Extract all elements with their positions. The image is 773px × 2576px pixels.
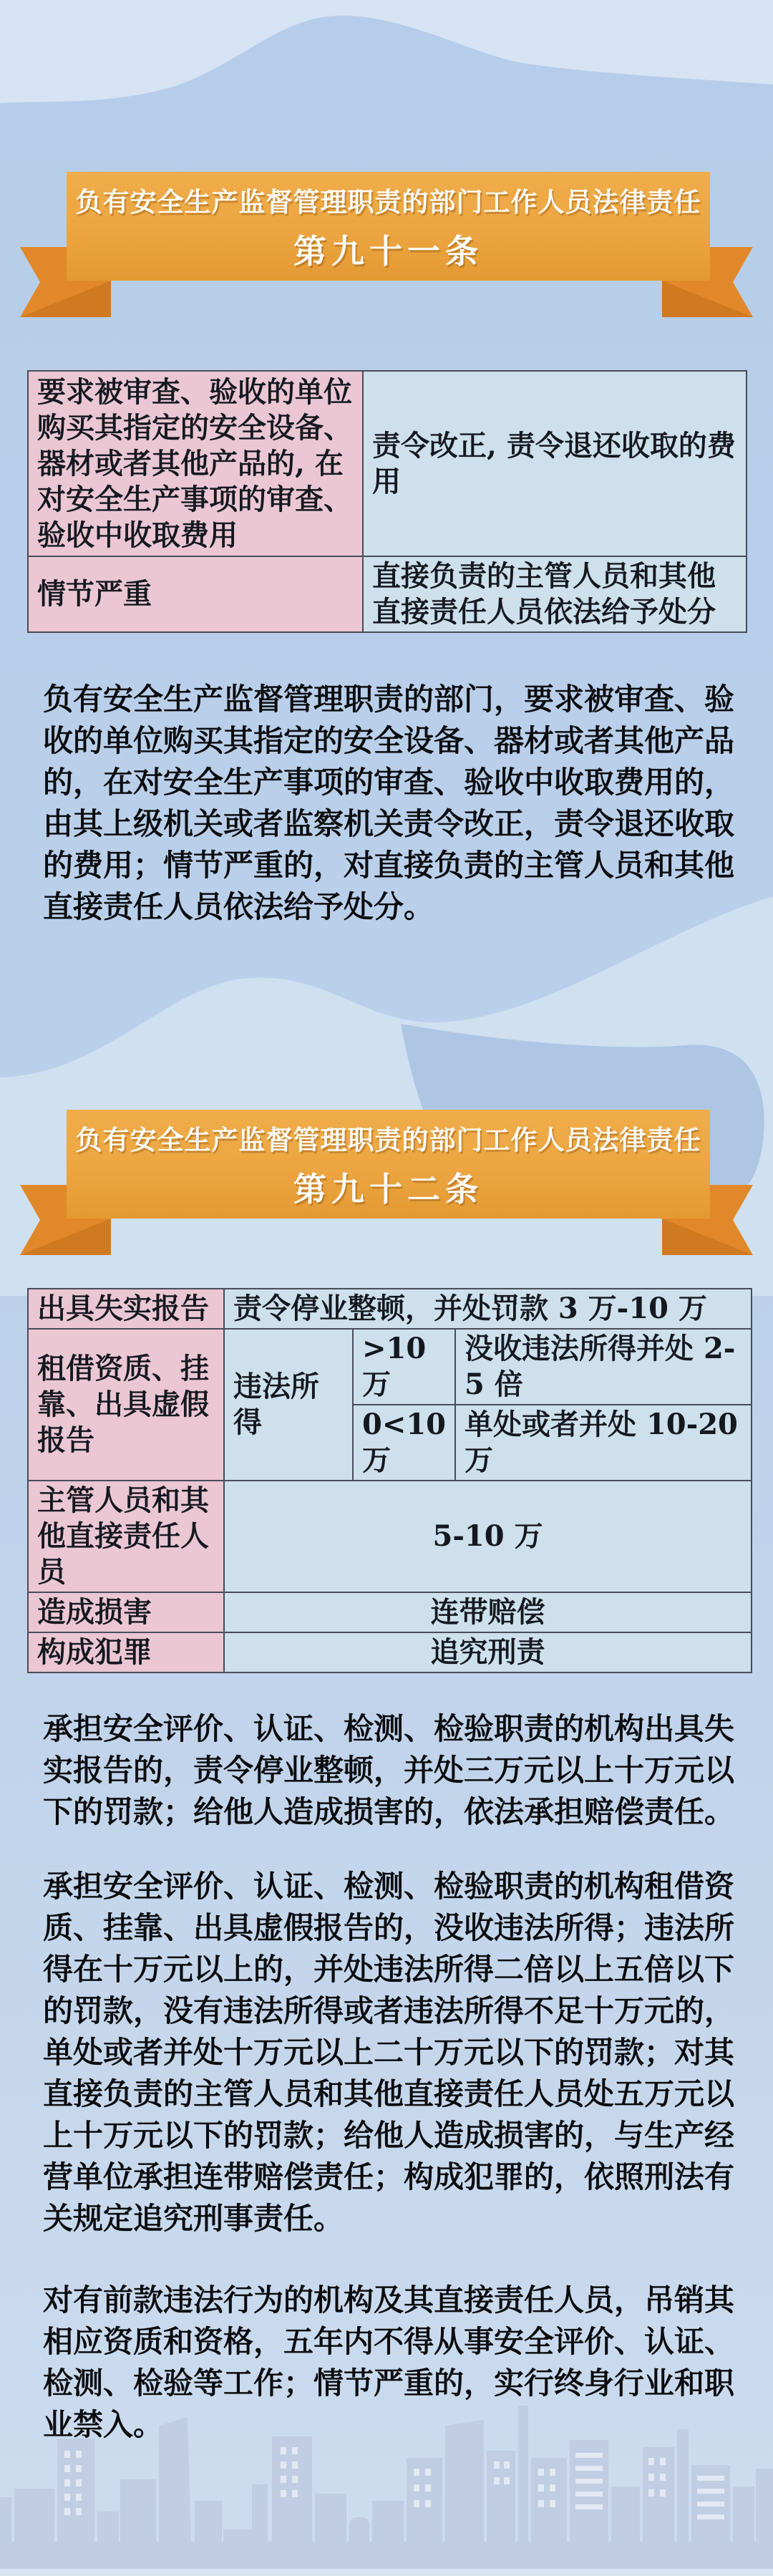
table92-gains-under-10w-cell: 0<10 万 [353, 1405, 455, 1481]
table91-severe-cell: 情节严重 [28, 556, 363, 632]
liability-table-article-92 [27, 1288, 752, 1673]
table92-responsible-persons-penalty-cell: 5-10 万 [224, 1481, 752, 1592]
table92-crime-cell: 构成犯罪 [28, 1632, 224, 1672]
ribbon-banner-article-92 [0, 1110, 773, 1264]
table92-damage-penalty-cell: 连带赔偿 [224, 1592, 752, 1632]
table92-rent-qualification-cell: 租借资质、挂靠、出具虚假报告 [28, 1329, 224, 1481]
banner-article-number-91: 第九十一条 [293, 232, 483, 270]
table92-damage-cell: 造成损害 [28, 1592, 224, 1632]
table-row [28, 1592, 752, 1632]
table-row [28, 556, 747, 632]
banner-article-number-92: 第九十二条 [293, 1170, 483, 1208]
paragraph-article-92-3: 对有前款违法行为的机构及其直接责任人员，吊销其相应资质和资格，五年内不得从事安全评价、认证、检测、检验等工作；情节严重的，实行终身行业和职业禁入。 [43, 2283, 735, 2441]
banner-title-92: 负有安全生产监督管理职责的部门工作人员法律责任 [75, 1125, 701, 1155]
table91-violation-cell: 要求被审查、验收的单位购买其指定的安全设备、器材或者其他产品的, 在对安全生产事项的审查、验收中收取费用 [28, 371, 363, 556]
table-row [28, 1289, 752, 1329]
table92-responsible-persons-cell: 主管人员和其他直接责任人员 [28, 1481, 224, 1592]
table92-illegal-gains-cell: 违法所得 [224, 1329, 353, 1481]
paragraph-article-92-2: 承担安全评价、认证、检测、检验职责的机构租借资质、挂靠、出具虚假报告的，没收违法所得；违法所得在十万元以上的，并处违法所得二倍以上五倍以下的罚款，没有违法所得或者违法所得不足十万元的，单处或者并处十万元以上二十万元以下的罚款；对其直接负责的主管人员和其他直接责任人员处五万元以上十万元以下的罚款；给他人造成损害的，与生产经营单位承担连带赔偿责任；构成犯罪的，依照刑法有关规定追究刑事责任。 [43, 1869, 735, 2235]
liability-table-article-91 [27, 370, 747, 633]
table92-crime-penalty-cell: 追究刑责 [224, 1632, 752, 1672]
table92-false-report-cell: 出具失实报告 [28, 1289, 224, 1329]
table-row [28, 1632, 752, 1672]
table91-penalty-cell: 责令改正, 责令退还收取的费用 [363, 371, 747, 556]
table91-severe-penalty-cell: 直接负责的主管人员和其他直接责任人员依法给予处分 [363, 556, 747, 632]
banner-title-91: 负有安全生产监督管理职责的部门工作人员法律责任 [75, 187, 701, 217]
banner-plate-92 [67, 1110, 710, 1219]
table92-gains-under-10w-penalty-cell: 单处或者并处 10-20 万 [455, 1405, 752, 1481]
banner-plate-91 [67, 172, 710, 281]
ribbon-banner-article-91 [0, 172, 773, 326]
paragraph-article-92-1: 承担安全评价、认证、检测、检验职责的机构出具失实报告的，责令停业整顿，并处三万元以上十万元以下的罚款；给他人造成损害的，依法承担赔偿责任。 [43, 1712, 735, 1829]
table92-gains-over-10w-cell: >10 万 [353, 1329, 455, 1405]
paragraph-article-91: 负有安全生产监督管理职责的部门，要求被审查、验收的单位购买其指定的安全设备、器材或者其他产品的，在对安全生产事项的审查、验收中收取费用的，由其上级机关或者监察机关责令改正，责令退还收取的费用；情节严重的，对直接负责的主管人员和其他直接责任人员依法给予处分。 [43, 682, 735, 924]
table92-gains-over-10w-penalty-cell: 没收违法所得并处 2-5 倍 [455, 1329, 752, 1405]
table-row [28, 1329, 752, 1405]
table-row [28, 371, 747, 556]
table-row [28, 1481, 752, 1592]
table92-false-report-penalty-cell: 责令停业整顿，并处罚款 3 万-10 万 [224, 1289, 752, 1329]
